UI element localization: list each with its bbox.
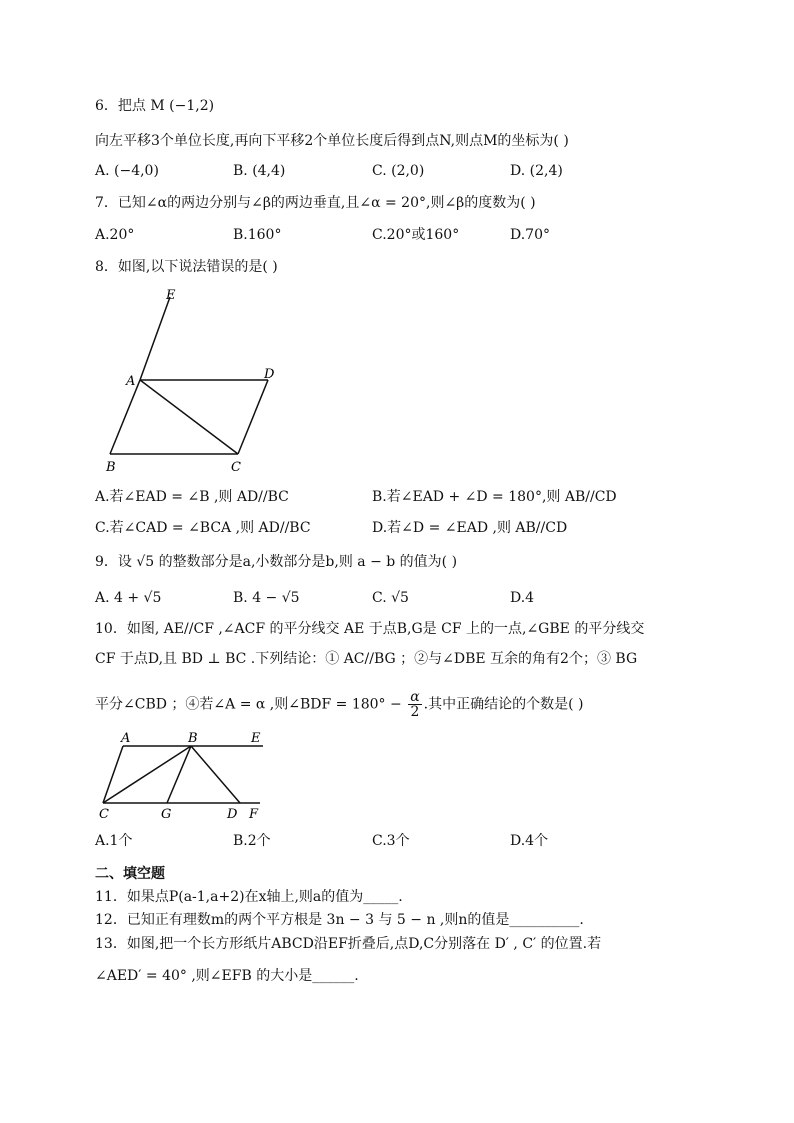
q10-figure bbox=[90, 728, 280, 823]
q8-option-c: C.若∠CAD = ∠BCA ,则 AD//BC bbox=[95, 520, 311, 536]
q10-stem-3a: 平分∠CBD ；④若∠A = α ,则∠BDF = 180° − bbox=[95, 696, 402, 713]
q10-stem-2: CF 于点D,且 BD ⊥ BC .下列结论：① AC//BG ；②与∠DBE 互余的角有2个；③ BG bbox=[95, 651, 638, 667]
q8-line-dc bbox=[238, 380, 268, 454]
q12-text: 12．已知正有理数m的两个平方根是 3n − 3 与 5 − n ,则n的值是__________. bbox=[95, 912, 584, 928]
q9-option-a: A. 4 + √5 bbox=[95, 590, 162, 606]
q7-option-a: A.20° bbox=[95, 227, 135, 243]
q6-option-a: A. (−4,0) bbox=[95, 163, 159, 179]
q7-options bbox=[95, 225, 655, 245]
q9-option-b: B. 4 − √5 bbox=[233, 590, 300, 606]
q10-line-ac bbox=[103, 746, 123, 803]
q10-label-e: E bbox=[251, 731, 261, 746]
q10-frac-num: α bbox=[410, 689, 420, 705]
q13-line-2: ∠AED′ = 40° ,则∠EFB 的大小是______. bbox=[95, 968, 359, 984]
q8-option-a: A.若∠EAD = ∠B ,则 AD//BC bbox=[95, 489, 289, 505]
q7-option-c: C.20°或160° bbox=[372, 227, 460, 243]
q9-option-c: C. √5 bbox=[372, 590, 409, 606]
q8-options-row2 bbox=[95, 518, 655, 538]
q9-option-d: D.4 bbox=[510, 590, 535, 606]
q10-option-a: A.1个 bbox=[95, 833, 133, 849]
q10-options bbox=[95, 831, 655, 851]
q10-line-bd bbox=[191, 746, 240, 803]
q10-label-g: G bbox=[161, 807, 172, 822]
q10-label-c: C bbox=[99, 807, 109, 822]
q10-line-bc bbox=[103, 746, 191, 803]
q7-option-b: B.160° bbox=[233, 227, 282, 243]
q8-label-e: E bbox=[166, 288, 176, 303]
q8-line-ab bbox=[110, 380, 140, 454]
q10-fraction bbox=[408, 690, 421, 719]
q10-label-a: A bbox=[121, 731, 131, 746]
q10-stem-3b: .其中正确结论的个数是( ) bbox=[423, 696, 584, 713]
q7-stem: 7．已知∠α的两边分别与∠β的两边垂直,且∠α = 20°,则∠β的度数为( ) bbox=[95, 195, 536, 211]
q8-option-d: D.若∠D = ∠EAD ,则 AB//CD bbox=[372, 520, 568, 536]
q8-option-b: B.若∠EAD + ∠D = 180°,则 AB//CD bbox=[372, 489, 617, 505]
q8-label-c: C bbox=[231, 460, 241, 475]
q8-options-row1 bbox=[95, 487, 655, 507]
section-title: 二、填空题 bbox=[95, 866, 165, 882]
q6-stem: 6．把点 M (−1,2) bbox=[95, 98, 215, 114]
q8-line-ac bbox=[140, 380, 238, 454]
q9-stem: 9．设 √5 的整数部分是a,小数部分是b,则 a − b 的值为( ) bbox=[95, 554, 458, 570]
q8-label-a: A bbox=[126, 374, 136, 389]
q6-option-d: D. (2,4) bbox=[510, 163, 563, 179]
q6-option-b: B. (4,4) bbox=[233, 163, 286, 179]
q10-stem-1: 10．如图, AE//CF ,∠ACF 的平分线交 AE 于点B,G是 CF 上的一点,∠GBE 的平分线交 bbox=[95, 621, 645, 637]
q6-options bbox=[95, 161, 655, 181]
q9-options bbox=[95, 588, 655, 608]
q11-text: 11．如果点P(a-1,a+2)在x轴上,则a的值为_____. bbox=[95, 889, 403, 905]
q6-stem-2: 向左平移3个单位长度,再向下平移2个单位长度后得到点N,则点M的坐标为( ) bbox=[95, 133, 569, 149]
q6-option-c: C. (2,0) bbox=[372, 163, 425, 179]
q8-label-b: B bbox=[106, 460, 116, 475]
q8-label-d: D bbox=[264, 367, 275, 382]
q10-option-b: B.2个 bbox=[233, 833, 271, 849]
q10-label-f: F bbox=[249, 807, 259, 822]
q13-line-1: 13．如图,把一个长方形纸片ABCD沿EF折叠后,点D,C分别落在 D′ , C′ 的位置.若 bbox=[95, 936, 602, 952]
q10-label-b: B bbox=[188, 731, 198, 746]
q10-stem-3 bbox=[95, 690, 583, 719]
q8-line-ae bbox=[140, 297, 170, 380]
q8-stem: 8．如图,以下说法错误的是( ) bbox=[95, 259, 278, 275]
q10-option-c: C.3个 bbox=[372, 833, 410, 849]
q7-option-d: D.70° bbox=[510, 227, 550, 243]
q10-option-d: D.4个 bbox=[510, 833, 549, 849]
q10-frac-den: 2 bbox=[410, 704, 420, 720]
q8-figure bbox=[95, 282, 315, 482]
q10-label-d: D bbox=[227, 807, 238, 822]
